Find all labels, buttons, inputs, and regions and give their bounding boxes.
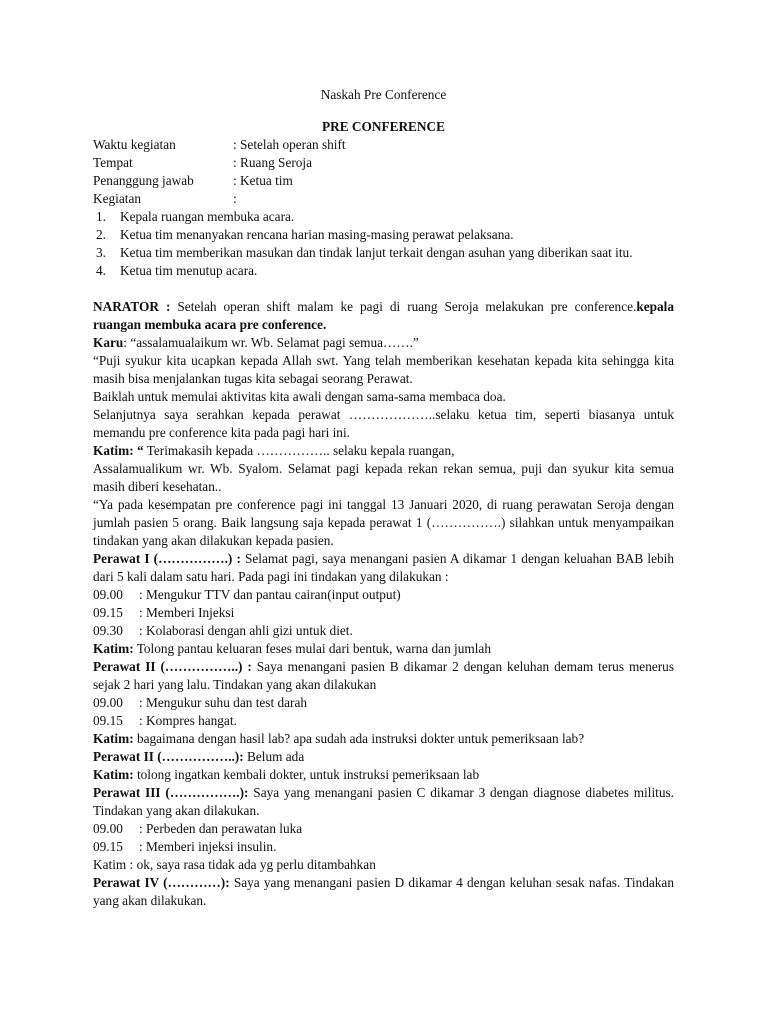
task-text: : Kolaborasi dengan ahli gizi untuk diet. bbox=[139, 623, 353, 638]
task-text: : Perbeden dan perawatan luka bbox=[139, 821, 303, 836]
dialog-text: tolong ingatkan kembali dokter, untuk instruksi pemeriksaan lab bbox=[133, 767, 480, 782]
speaker-label: Karu bbox=[93, 335, 124, 350]
list-item bbox=[93, 226, 674, 244]
list-number: 4. bbox=[96, 263, 106, 278]
karu-line: Selanjutnya saya serahkan kepada perawat ………………..selaku ketua tim, seperti biasanya untuk memandu pre conference kita pada pagi hari ini. bbox=[93, 407, 674, 440]
katim-paragraph bbox=[93, 640, 674, 658]
task-time: 09.00 bbox=[93, 587, 123, 602]
task-row bbox=[93, 820, 674, 838]
dialog-text: Belum ada bbox=[243, 749, 305, 764]
karu-line: Baiklah untuk memulai aktivitas kita awali dengan sama-sama membaca doa. bbox=[93, 389, 506, 404]
task-row bbox=[93, 586, 674, 604]
karu-line: “Puji syukur kita ucapkan kepada Allah swt. Yang telah memberikan kesehatan kepada kita sehingga kita masih bisa menjalankan tugas kita sebagai seorang Perawat. bbox=[93, 353, 674, 386]
info-value: : bbox=[233, 191, 237, 206]
task-row bbox=[93, 694, 674, 712]
list-item bbox=[93, 262, 674, 280]
info-row-tempat bbox=[93, 154, 674, 172]
task-text: : Memberi Injeksi bbox=[139, 605, 235, 620]
info-label: Tempat bbox=[93, 155, 133, 170]
karu-greeting bbox=[93, 334, 674, 352]
narator-paragraph bbox=[93, 298, 674, 334]
dialog-text: bagaimana dengan hasil lab? apa sudah ada instruksi dokter untuk pemeriksaan lab? bbox=[133, 731, 585, 746]
info-label: Waktu kegiatan bbox=[93, 137, 176, 152]
dialog-text: Terimakasih kepada …………….. selaku kepala ruangan, bbox=[143, 443, 455, 458]
list-text: Kepala ruangan membuka acara. bbox=[120, 209, 295, 224]
katim-paragraph bbox=[93, 730, 674, 748]
speaker-label: Katim: bbox=[93, 641, 134, 656]
info-value: : Ketua tim bbox=[233, 173, 293, 188]
list-number: 3. bbox=[96, 245, 106, 260]
info-value: : Ruang Seroja bbox=[233, 155, 313, 170]
list-item bbox=[93, 208, 674, 226]
task-text: : Memberi injeksi insulin. bbox=[139, 839, 277, 854]
task-row bbox=[93, 838, 674, 856]
task-row bbox=[93, 622, 674, 640]
info-row-kegiatan bbox=[93, 190, 674, 208]
perawat-2-reply bbox=[93, 748, 674, 766]
katim-line: “Ya pada kesempatan pre conference pagi ini tanggal 13 Januari 2020, di ruang perawatan Seroja dengan jumlah pasien 5 orang. Baik langsung saja kepada perawat 1 (…………….) silahkan untuk menyampaikan tindakan yang akan dilakukan kepada pasien. bbox=[93, 497, 674, 548]
info-table bbox=[93, 136, 674, 208]
dialog-text: Tolong pantau keluaran feses mulai dari bentuk, warna dan jumlah bbox=[133, 641, 491, 656]
info-value: : Setelah operan shift bbox=[233, 137, 346, 152]
speaker-label: Perawat I (…………….) : bbox=[93, 551, 241, 566]
list-number: 1. bbox=[96, 209, 106, 224]
dialog-text: Setelah operan shift malam ke pagi di ruang Seroja melakukan pre conference. bbox=[170, 299, 637, 314]
task-time: 09.30 bbox=[93, 623, 123, 638]
task-row bbox=[93, 712, 674, 730]
perawat-2-paragraph bbox=[93, 658, 674, 694]
katim-paragraph bbox=[93, 442, 674, 460]
document-body bbox=[93, 86, 674, 910]
info-row-penanggung-jawab bbox=[93, 172, 674, 190]
task-text: : Kompres hangat. bbox=[139, 713, 237, 728]
speaker-label: Perawat II (……………..) : bbox=[93, 659, 252, 674]
katim-paragraph bbox=[93, 766, 674, 784]
dialog-text: Saya yang menangani pasien D dikamar 4 dengan keluhan sesak nafas. Tindakan yang akan dilakukan. bbox=[93, 875, 674, 908]
perawat-3-paragraph bbox=[93, 784, 674, 820]
list-number: 2. bbox=[96, 227, 106, 242]
task-time: 09.15 bbox=[93, 839, 123, 854]
dialog-text: Selamat pagi, saya menangani pasien A dikamar 1 dengan keluahan BAB lebih dari 5 kali dalam satu hari. Pada pagi ini tindakan yang dilakukan : bbox=[93, 551, 674, 584]
activity-list bbox=[93, 208, 674, 280]
speaker-label: NARATOR : bbox=[93, 299, 171, 314]
speaker-label: Katim: bbox=[93, 731, 134, 746]
task-time: 09.15 bbox=[93, 605, 123, 620]
dialog-text: Saya menangani pasien B dikamar 2 dengan keluhan demam terus menerus sejak 2 hari yang lalu. Tindakan yang akan dilakukan bbox=[93, 659, 674, 692]
speaker-label: Perawat II (……………..): bbox=[93, 749, 244, 764]
task-text: : Mengukur TTV dan pantau cairan(input output) bbox=[139, 587, 401, 602]
list-text: Ketua tim menanyakan rencana harian masing-masing perawat pelaksana. bbox=[120, 227, 514, 242]
speaker-label: Perawat IV (…………): bbox=[93, 875, 230, 890]
katim-paragraph: Katim : ok, saya rasa tidak ada yg perlu ditambahkan bbox=[93, 857, 376, 872]
list-item bbox=[93, 244, 674, 262]
spacer bbox=[93, 280, 674, 298]
dialog-text: Saya yang menangani pasien C dikamar 3 dengan diagnose diabetes militus. Tindakan yang akan dilakukan. bbox=[93, 785, 674, 818]
dialog-bold-text: kepala ruangan membuka acara pre conference. bbox=[93, 299, 675, 332]
perawat-4-paragraph bbox=[93, 874, 674, 910]
task-time: 09.00 bbox=[93, 695, 123, 710]
list-text: Ketua tim memberikan masukan dan tindak lanjut terkait dengan asuhan yang diberikan saat itu. bbox=[120, 245, 633, 260]
info-row-waktu bbox=[93, 136, 674, 154]
katim-line: Assalamualikum wr. Wb. Syalom. Selamat pagi kepada rekan rekan semua, puji dan syukur kita semua masih diberi kesehatan.. bbox=[93, 461, 674, 494]
task-time: 09.00 bbox=[93, 821, 123, 836]
section-heading: PRE CONFERENCE bbox=[321, 119, 445, 134]
speaker-label: Katim: bbox=[93, 767, 134, 782]
list-text: Ketua tim menutup acara. bbox=[120, 263, 258, 278]
speaker-label: Katim: “ bbox=[93, 443, 144, 458]
dialog-text: : “assalamualaikum wr. Wb. Selamat pagi semua…….” bbox=[123, 335, 419, 350]
info-label: Penanggung jawab bbox=[93, 173, 194, 188]
document-title: Naskah Pre Conference bbox=[320, 87, 447, 102]
task-text: : Mengukur suhu dan test darah bbox=[139, 695, 308, 710]
speaker-label: Perawat III (…………….): bbox=[93, 785, 249, 800]
info-label: Kegiatan bbox=[93, 191, 141, 206]
task-row bbox=[93, 604, 674, 622]
perawat-1-paragraph bbox=[93, 550, 674, 586]
task-time: 09.15 bbox=[93, 713, 123, 728]
